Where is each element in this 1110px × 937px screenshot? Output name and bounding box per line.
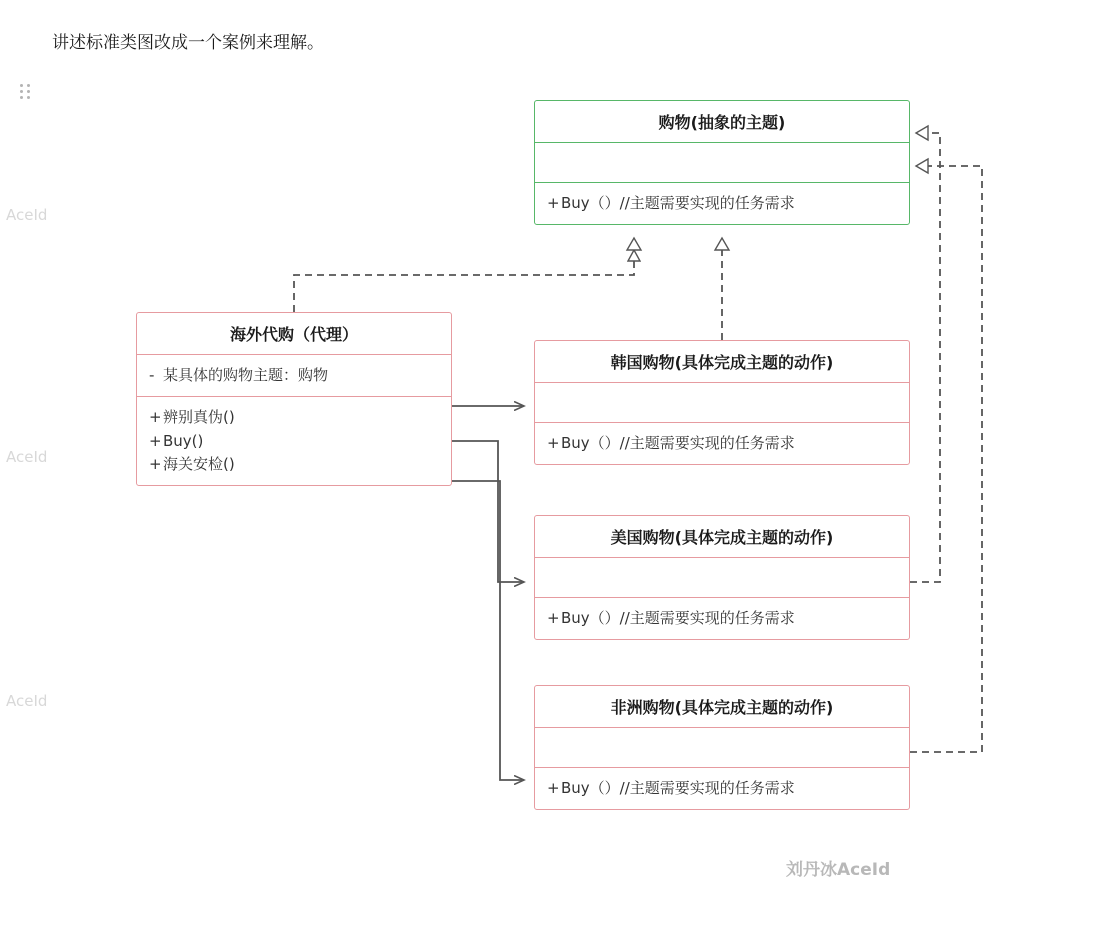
visibility-marker: + xyxy=(149,431,162,450)
class-attributes xyxy=(535,728,909,768)
class-title: 美国购物(具体完成主题的动作) xyxy=(535,516,909,558)
watermark: AceId xyxy=(6,692,48,710)
visibility-marker: - xyxy=(149,366,155,384)
class-box-usa-shopping[interactable] xyxy=(534,515,910,640)
drag-handle-icon[interactable] xyxy=(20,84,34,102)
class-operations xyxy=(535,423,909,464)
operation-row xyxy=(547,192,897,215)
operation-row xyxy=(547,777,897,800)
attribute-text: 某具体的购物主题：购物 xyxy=(163,366,329,384)
class-operations xyxy=(535,598,909,639)
operation-row xyxy=(547,607,897,630)
operation-text: Buy() xyxy=(163,431,204,450)
class-operations xyxy=(535,768,909,809)
class-box-overseas-proxy[interactable] xyxy=(136,312,452,486)
visibility-marker: + xyxy=(547,779,560,797)
class-box-africa-shopping[interactable] xyxy=(534,685,910,810)
operation-row xyxy=(547,432,897,455)
class-attributes xyxy=(535,143,909,183)
class-box-shopping-abstract[interactable] xyxy=(534,100,910,225)
operation-row xyxy=(149,430,439,453)
class-title: 购物(抽象的主题) xyxy=(535,101,909,143)
operation-text: Buy（）//主题需要实现的任务需求 xyxy=(561,779,795,797)
visibility-marker: + xyxy=(547,194,560,212)
visibility-marker: + xyxy=(547,609,560,627)
visibility-marker: + xyxy=(547,434,560,452)
class-box-korea-shopping[interactable] xyxy=(534,340,910,465)
visibility-marker: + xyxy=(149,408,162,427)
operation-row xyxy=(149,453,439,476)
operation-text: Buy（）//主题需要实现的任务需求 xyxy=(561,434,795,452)
class-title: 非洲购物(具体完成主题的动作) xyxy=(535,686,909,728)
attribute-row xyxy=(149,364,439,387)
class-attributes xyxy=(137,355,451,397)
class-title: 韩国购物(具体完成主题的动作) xyxy=(535,341,909,383)
operation-text: 海关安检() xyxy=(163,454,235,473)
class-operations xyxy=(137,397,451,485)
operation-text: Buy（）//主题需要实现的任务需求 xyxy=(561,194,795,212)
watermark: AceId xyxy=(6,448,48,466)
operation-text: 辨别真伪() xyxy=(163,408,235,427)
watermark: AceId xyxy=(6,206,48,224)
intro-text: 讲述标准类图改成一个案例来理解。 xyxy=(52,33,324,53)
operation-text: Buy（）//主题需要实现的任务需求 xyxy=(561,609,795,627)
author-signature: 刘丹冰AceId xyxy=(786,860,891,880)
class-attributes xyxy=(535,558,909,598)
class-attributes xyxy=(535,383,909,423)
operation-row xyxy=(149,406,439,429)
class-operations xyxy=(535,183,909,224)
class-title: 海外代购（代理） xyxy=(137,313,451,355)
visibility-marker: + xyxy=(149,454,162,473)
